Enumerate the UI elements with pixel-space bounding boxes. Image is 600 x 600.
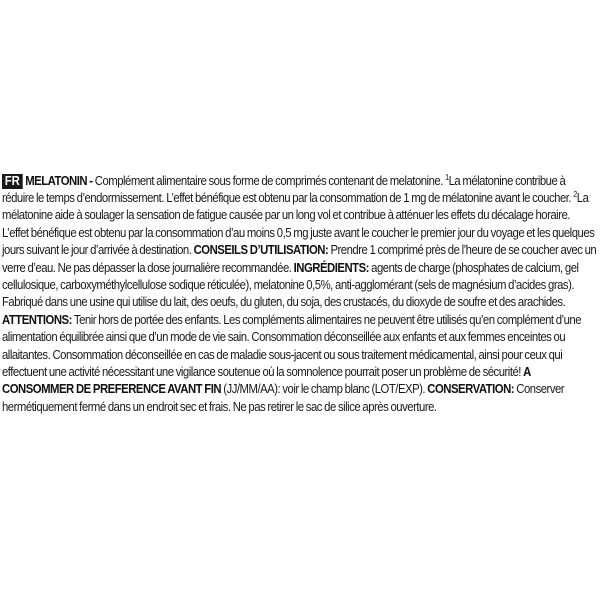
best-before-text: (JJ/MM/AA): voir le champ blanc (LOT/EXP). (221, 382, 428, 397)
claim-2-text: La mélatonine aide à soulager la sensation de fatigue causée par un long vol et contribue à atténuer les effets du décalage horaire. L’effet bénéfique est obtenu par la consommation d’au moins 0,5 mg juste avant le coucher le premier jour du voyage et les quelques jours suivant le jour d’arrivée à destination. (2, 191, 595, 258)
claim-1-text: La mélatonine contribue à réduire le temps d’endormissement. L’effet bénéfique est obtenu par la consommation de 1 mg de mélatonine avant le coucher. (2, 173, 574, 205)
storage-heading: CONSERVATION: (427, 382, 515, 397)
usage-text: Prendre 1 comprimé près de l’heure de se coucher avec un verre d’eau. Ne pas dépasser la dose journalière recommandée. (2, 243, 597, 275)
best-before-heading: A CONSOMMER DE PREFERENCE AVANT FIN (2, 365, 531, 397)
footnote-2: 2 (573, 189, 577, 199)
intro-text: Complément alimentaire sous forme de comprimés contenant de melatonine. (92, 173, 446, 188)
ingredients-text: agents de charge (phosphates de calcium, gel cellulosique, carboxyméthylcellulose sodique réticulée), melatonine 0,5%, anti-agglomérant (sels de magnésium d’acides gras). Fabriqué dans une usine qui utilise du lait, des oeufs, du gluten, du soja, des crustacés, du dioxyde de soufre et des arachides. (2, 260, 579, 310)
usage-heading: CONSEILS D’UTILISATION: (193, 243, 329, 258)
storage-text: Conserver hermétiquement fermé dans un endroit sec et frais. Ne pas retirer le sac de silice après ouverture. (2, 382, 565, 414)
ingredients-heading: INGRÉDIENTS: (293, 260, 369, 275)
warnings-text: Tenir hors de portée des enfants. Les compléments alimentaires ne peuvent être utilisés qu’en complément d’une alimentation équilibrée ainsi que d’un mode de vie sain. Consommation déconseillée aux enfants et aux femmes enceintes ou allaitantes. Consommation déconseillée en cas de maladie sous-jacent ou sous traitement médicamental, ainsi pour ceux qui effectuent une activité nécessitant une vigilance soutenue où la somnolence pourrait poser un problème de sécurité! (2, 312, 582, 380)
product-heading: MELATONIN - (25, 173, 93, 188)
footnote-1: 1 (445, 172, 449, 182)
language-badge: FR (2, 174, 23, 189)
label-paragraph (2, 173, 597, 417)
warnings-heading: ATTENTIONS: (2, 312, 72, 327)
